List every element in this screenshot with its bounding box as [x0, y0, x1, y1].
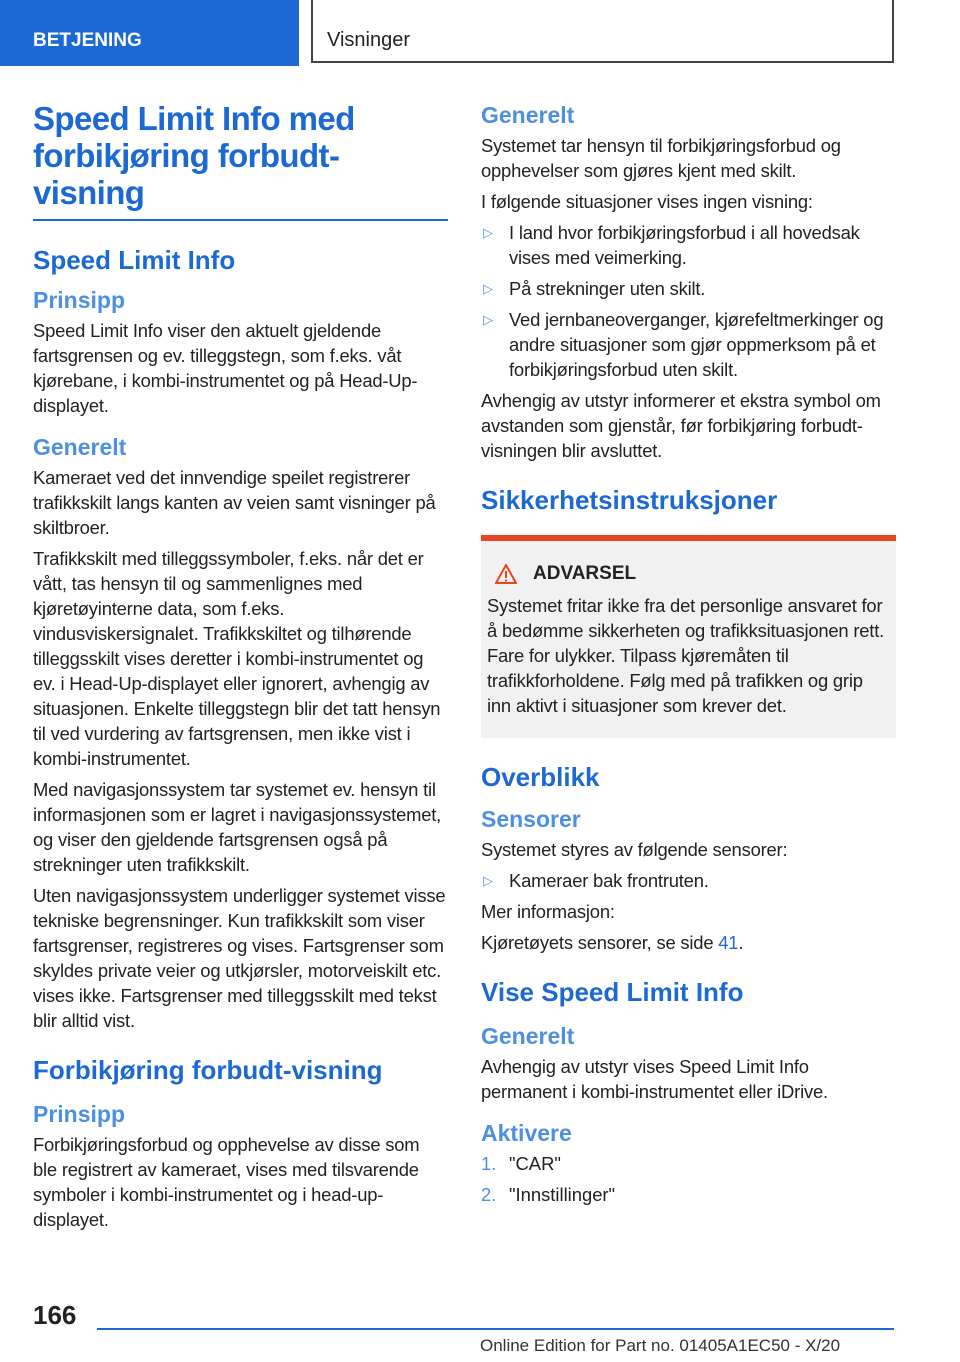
heading-forbikjoring: Forbikjøring forbudt-visning: [33, 1055, 383, 1085]
header-chapter: [311, 0, 894, 63]
step-number: 2.: [481, 1184, 497, 1205]
paragraph-prinsipp-2: Forbikjøringsforbud og opphevelse av disse som ble registrert av kameraet, vises med tilsvarende symboler i kombi-instrumentet og i head-up-displayet.: [33, 1134, 420, 1230]
header-section-label: BETJENING: [33, 30, 142, 51]
list-item: [481, 868, 896, 893]
paragraph-sensorer-3: [481, 930, 896, 955]
heading-prinsipp: Prinsipp: [33, 287, 126, 313]
warning-box: [481, 535, 896, 738]
left-column: [33, 100, 448, 1232]
heading-generelt-vise: Generelt: [481, 1023, 575, 1049]
heading-aktivere: Aktivere: [481, 1120, 572, 1146]
heading-vise: Vise Speed Limit Info: [481, 977, 744, 1007]
heading-overblikk: Overblikk: [481, 762, 600, 792]
triangle-bullet-icon: ▷: [483, 225, 493, 240]
heading-sikkerhet: Sikkerhetsinstruksjoner: [481, 485, 778, 515]
step-text: "Innstillinger": [509, 1184, 616, 1205]
paragraph-generelt-2: Trafikkskilt med tilleggssymboler, f.eks. når det er vått, tas hensyn til og sammenlignes med kjøretøyinterne data, som f.eks. vindusviskersignalet. Trafikkskiltet og tilhørende tilleggsskilt vises deretter i kombi-instrumentet og ev. i Head-Up-displayet eller ignorert, avhengig av situasjonen. Enkelte tilleggstegn blir det tatt hensyn til ved vurdering av fartsgrensen, men ikke vist i kombi-instrumentet.: [33, 548, 441, 769]
paragraph-sensorer-1: Systemet styres av følgende sensorer:: [481, 839, 788, 860]
paragraph-generelt-1: Kameraet ved det innvendige speilet registrerer trafikkskilt langs kanten av veien samt visninger på skiltbroer.: [33, 467, 436, 538]
paragraph-right-1: Systemet tar hensyn til forbikjøringsforbud og opphevelser som gjøres kjent med skilt.: [481, 135, 841, 181]
step-item: [481, 1182, 896, 1207]
step-text: "CAR": [509, 1153, 561, 1174]
sensor-ref-suffix: .: [738, 932, 744, 953]
footer-divider: [97, 1328, 894, 1330]
paragraph-sensorer-2: Mer informasjon:: [481, 901, 615, 922]
heading-generelt: Generelt: [33, 434, 127, 460]
page-number: 166: [33, 1300, 77, 1330]
list-item-text: Kameraer bak frontruten.: [509, 870, 709, 891]
paragraph-generelt-3: Med navigasjonssystem tar systemet ev. hensyn til informasjonen som er lagret i navigasjonssystemet, og viser den gjeldende fartsgrensen også på strekninger uten trafikkskilt.: [33, 779, 442, 875]
heading-speed-limit-info: Speed Limit Info: [33, 245, 236, 275]
warning-title: [487, 561, 888, 587]
list-item: [481, 220, 896, 270]
list-item: [481, 307, 896, 382]
triangle-bullet-icon: ▷: [483, 281, 493, 296]
step-number: 1.: [481, 1153, 497, 1174]
paragraph-generelt-4: Uten navigasjonssystem underligger systemet visse tekniske begrensninger. Kun trafikkskilt som viser fartsgrenser, registreres og vises. Fartsgrenser som skyldes private veier og utkjørsler, motorveiskilt etc. vises ikke. Fartsgrenser med tilleggsskilt med tekst blir alltid vist.: [33, 885, 446, 1031]
paragraph-prinsipp: Speed Limit Info viser den aktuelt gjeldende fartsgrensen og ev. tilleggstegn, som f.eks. våt kjørebane, i kombi-instrumentet og på Head-Up-displayet.: [33, 320, 418, 416]
footer-edition: Online Edition for Part no. 01405A1EC50 - X/20: [480, 1336, 841, 1355]
paragraph-vise: Avhengig av utstyr vises Speed Limit Info permanent i kombi-instrumentet eller iDrive.: [481, 1056, 828, 1102]
step-item: [481, 1151, 896, 1176]
paragraph-right-2: I følgende situasjoner vises ingen visning:: [481, 191, 813, 212]
paragraph-right-3: Avhengig av utstyr informerer et ekstra symbol om avstanden som gjenstår, før forbikjøring forbudt-visningen blir avsluttet.: [481, 390, 881, 461]
triangle-bullet-icon: ▷: [483, 312, 493, 327]
header-chapter-label: Visninger: [327, 29, 411, 51]
page-link-41[interactable]: 41: [718, 932, 739, 953]
warning-text: Systemet fritar ikke fra det personlige ansvaret for å bedømme sikkerheten og trafikksituasjonen rett. Fare for ulykker. Tilpass kjøremåten til trafikkforholdene. Følg med på trafikken og grip inn aktivt i situasjoner som krever det.: [487, 595, 885, 716]
header-section: [0, 0, 299, 66]
sensor-ref-text: Kjøretøyets sensorer, se side: [481, 932, 719, 953]
heading-prinsipp-2: Prinsipp: [33, 1101, 126, 1127]
page-title: Speed Limit Info med forbikjøring forbudt-visning: [33, 100, 448, 221]
list-item: [481, 276, 896, 301]
right-column: [481, 102, 896, 1207]
heading-sensorer: Sensorer: [481, 806, 581, 832]
heading-generelt-right: Generelt: [481, 102, 575, 128]
list-item-text: Ved jernbaneoverganger, kjørefeltmerkinger og andre situasjoner som gjør oppmerksom på et forbikjøringsforbud uten skilt.: [509, 309, 884, 380]
triangle-bullet-icon: ▷: [483, 873, 493, 888]
warning-title-text: ADVARSEL: [533, 563, 637, 584]
warning-triangle-icon: [495, 564, 517, 584]
list-item-text: I land hvor forbikjøringsforbud i all hovedsak vises med veimerking.: [509, 222, 860, 268]
list-item-text: På strekninger uten skilt.: [509, 278, 706, 299]
